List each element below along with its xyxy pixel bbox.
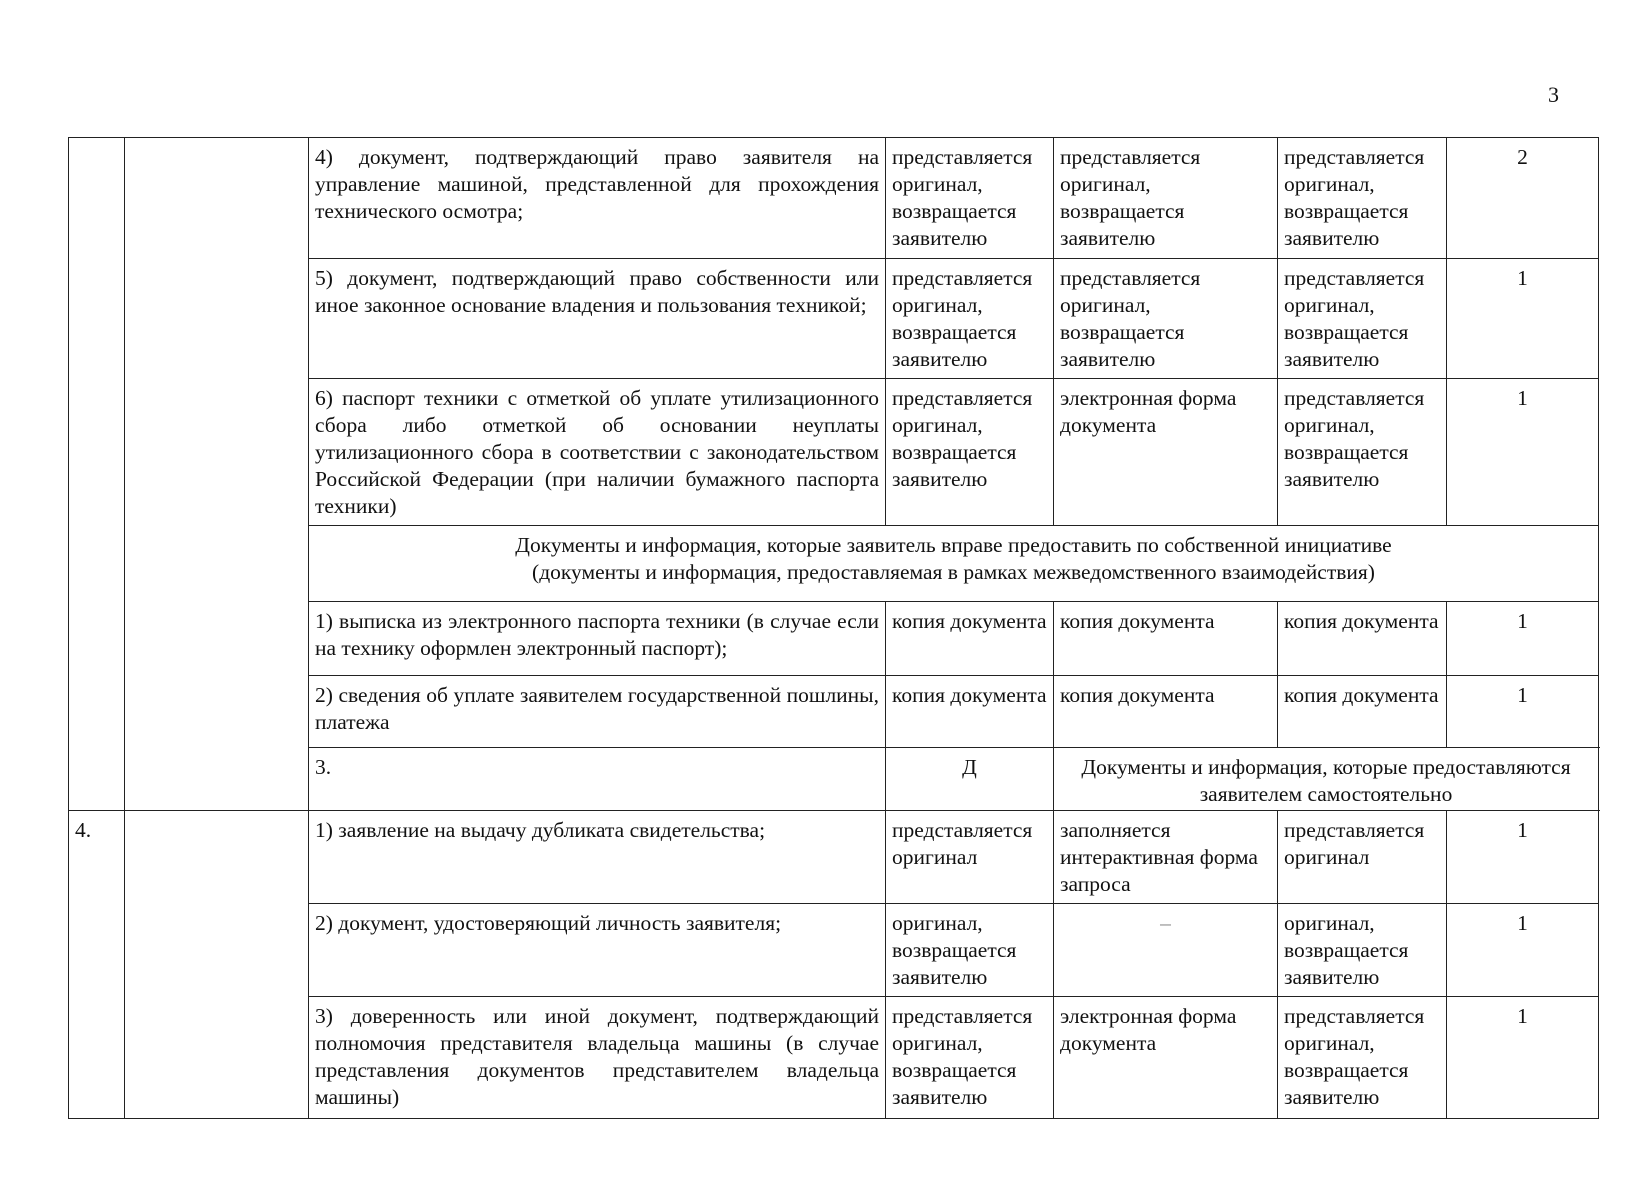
quantity-cell: 1 [1447, 997, 1599, 1119]
submission-method-c: оригинал, возвращается заявителю [1278, 904, 1447, 997]
row-code-cell: Д [886, 748, 1054, 811]
submission-method-b: представляется оригинал, возвращается заявителю [1054, 259, 1278, 379]
document-description: 1) заявление на выдачу дубликата свидетельства; [309, 811, 886, 904]
submission-method-c: представляется оригинал, возвращается заявителю [1278, 379, 1447, 526]
row-code-cell [125, 138, 309, 811]
dash-mark: – [1160, 911, 1171, 935]
submission-method-c: представляется оригинал [1278, 811, 1447, 904]
submission-method-a: копия документа [886, 602, 1054, 676]
section-title-line1: Документы и информация, которые заявитель вправе предоставить по собственной инициативе [515, 533, 1392, 557]
submission-method-a: представляется оригинал, возвращается заявителю [886, 379, 1054, 526]
row-number-cell [69, 138, 125, 811]
quantity-cell: 1 [1447, 676, 1599, 748]
document-description: 5) документ, подтверждающий право собственности или иное законное основание владения и пользования техникой; [309, 259, 886, 379]
table-row [69, 811, 1599, 904]
submission-method-a: копия документа [886, 676, 1054, 748]
submission-method-a: представляется оригинал, возвращается заявителю [886, 259, 1054, 379]
document-description: 2) документ, удостоверяющий личность заявителя; [309, 904, 886, 997]
submission-method-b: представляется оригинал, возвращается заявителю [1054, 138, 1278, 259]
submission-method-c: копия документа [1278, 676, 1447, 748]
row-number-cell: 3. [309, 748, 886, 811]
document-description: 3) доверенность или иной документ, подтверждающий полномочия представителя владельца машины (в случае представления документов представителем владельца машины) [309, 997, 886, 1119]
submission-method-c: представляется оригинал, возвращается заявителю [1278, 259, 1447, 379]
section-title-line2: (документы и информация, предоставляемая в рамках межведомственного взаимодействия) [532, 560, 1375, 584]
submission-method-c: копия документа [1278, 602, 1447, 676]
section-header-independent: Документы и информация, которые предоставляются заявителем самостоятельно [1054, 748, 1599, 811]
quantity-cell: 1 [1447, 904, 1599, 997]
submission-method-a: представляется оригинал, возвращается заявителю [886, 997, 1054, 1119]
submission-method-b [1054, 904, 1278, 997]
submission-method-a: представляется оригинал, возвращается заявителю [886, 138, 1054, 259]
section-header-initiative [309, 526, 1599, 602]
submission-method-b: электронная форма документа [1054, 997, 1278, 1119]
document-description: 1) выписка из электронного паспорта техники (в случае если на технику оформлен электронный паспорт); [309, 602, 886, 676]
row-number-cell: 4. [69, 811, 125, 1119]
page-number: 3 [1548, 82, 1559, 107]
document-description: 4) документ, подтверждающий право заявителя на управление машиной, представленной для прохождения технического осмотра; [309, 138, 886, 259]
submission-method-c: представляется оригинал, возвращается заявителю [1278, 997, 1447, 1119]
quantity-cell: 1 [1447, 259, 1599, 379]
submission-method-b: заполняется интерактивная форма запроса [1054, 811, 1278, 904]
document-description: 6) паспорт техники с отметкой об уплате утилизационного сбора либо отметкой об основании неуплаты утилизационного сбора в соответствии с законодательством Российской Федерации (при наличии бумажного паспорта техники) [309, 379, 886, 526]
table-row [69, 138, 1599, 259]
quantity-cell: 1 [1447, 602, 1599, 676]
submission-method-b: копия документа [1054, 602, 1278, 676]
documents-table [68, 137, 1599, 1119]
quantity-cell: 2 [1447, 138, 1599, 259]
row-code-cell [125, 811, 309, 1119]
quantity-cell: 1 [1447, 811, 1599, 904]
submission-method-a: оригинал, возвращается заявителю [886, 904, 1054, 997]
submission-method-b: копия документа [1054, 676, 1278, 748]
submission-method-b: электронная форма документа [1054, 379, 1278, 526]
quantity-cell: 1 [1447, 379, 1599, 526]
submission-method-c: представляется оригинал, возвращается заявителю [1278, 138, 1447, 259]
document-description: 2) сведения об уплате заявителем государственной пошлины, платежа [309, 676, 886, 748]
submission-method-a: представляется оригинал [886, 811, 1054, 904]
